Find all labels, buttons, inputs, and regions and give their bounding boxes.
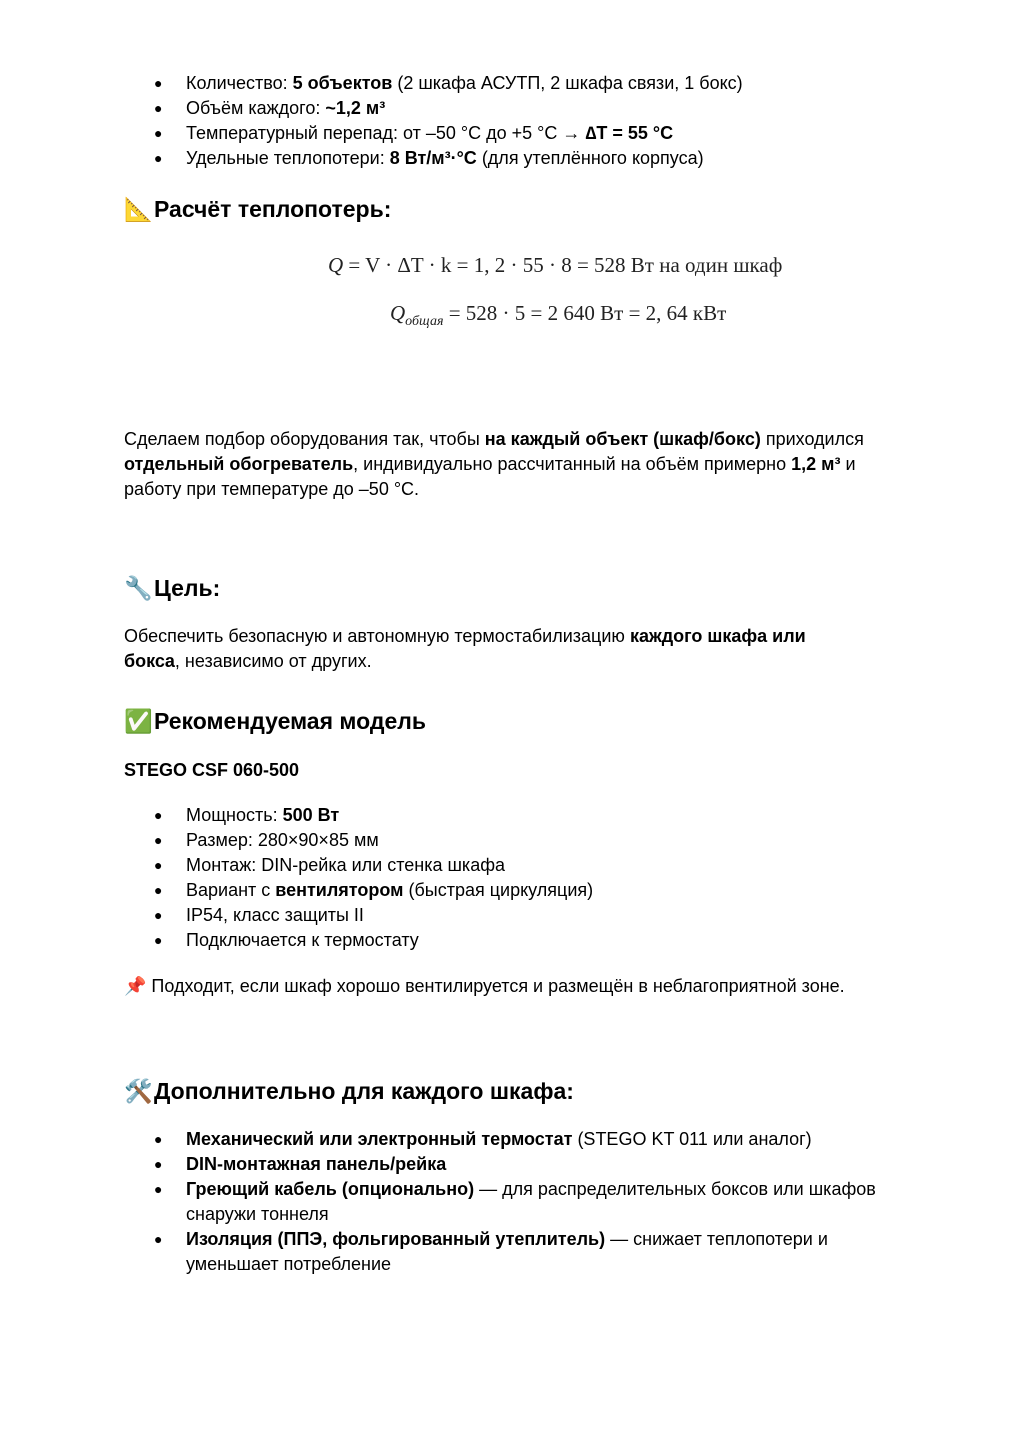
model-specs-list xyxy=(124,803,904,953)
goal-paragraph: Обеспечить безопасную и автономную термостабилизацию каждого шкафа или боксa, независимо от других. xyxy=(124,626,806,671)
heat-loss-heading: 📐Расчёт теплопотерь: xyxy=(124,196,392,222)
list-item: ● Мощность: 500 Вт xyxy=(124,803,904,828)
check-mark-icon: ✅ xyxy=(124,708,153,734)
goal-heading: 🔧Цель: xyxy=(124,575,221,601)
list-item: ● Вариант с вентилятором (быстрая циркуляция) xyxy=(124,878,904,903)
object-parameters-list xyxy=(124,71,904,171)
selection-paragraph: Сделаем подбор оборудования так, чтобы на каждый объект (шкаф/бокс) приходился отдельный обогреватель, индивидуально рассчитанный на объём примерно 1,2 м³ и работу при температуре до –50 °C. xyxy=(124,429,864,499)
model-note: 📌 Подходит, если шкаф хорошо вентилируется и размещён в неблагоприятной зоне. xyxy=(124,976,845,996)
formula-total: $Q_{общая} = 528 \cdot 5 = 2$ 640 Вт = 2, 64 кВт xyxy=(390,301,727,329)
formula-per-cabinet: Q = V · ΔT · k = 1, 2 · 55 · 8 = 528 Вт на один шкаф xyxy=(328,253,783,277)
recommended-model-heading: ✅Рекомендуемая модель xyxy=(124,708,426,734)
extra-heading: 🛠️Дополнительно для каждого шкафа: xyxy=(124,1078,574,1104)
pushpin-icon: 📌 xyxy=(124,976,147,996)
list-item: ● Температурный перепад: от –50 °C до +5 °C → ∆T = 55 °C xyxy=(124,121,904,146)
extra-items-list xyxy=(124,1127,884,1277)
list-item: ● Размер: 280×90×85 мм xyxy=(124,828,904,853)
list-item: ● DIN-монтажная панель/рейка xyxy=(124,1152,884,1177)
list-item: ● IP54, класс защиты II xyxy=(124,903,904,928)
list-item: ● Подключается к термостату xyxy=(124,928,904,953)
list-item: ● Изоляция (ППЭ, фольгированный утеплитель) — снижает теплопотери и уменьшает потребление xyxy=(124,1227,884,1277)
list-item: ● Греющий кабель (опционально) — для распределительных боксов или шкафов снаружи тоннеля xyxy=(124,1177,884,1227)
hammer-and-wrench-icon: 🛠️ xyxy=(124,1078,153,1104)
wrench-icon: 🔧 xyxy=(124,575,153,601)
list-item: ● Количество: 5 объектов (2 шкафа АСУТП, 2 шкафа связи, 1 бокс) xyxy=(124,71,904,96)
model-name: STEGO CSF 060-500 xyxy=(124,760,300,780)
list-item: ● Удельные теплопотери: 8 Вт/м³·°C (для утеплённого корпуса) xyxy=(124,146,904,171)
list-item: ● Объём каждого: ~1,2 м³ xyxy=(124,96,904,121)
list-item: ● Механический или электронный термостат (STEGO KT 011 или аналог) xyxy=(124,1127,884,1152)
list-item: ● Монтаж: DIN-рейка или стенка шкафа xyxy=(124,853,904,878)
triangle-ruler-icon: 📐 xyxy=(124,196,153,222)
